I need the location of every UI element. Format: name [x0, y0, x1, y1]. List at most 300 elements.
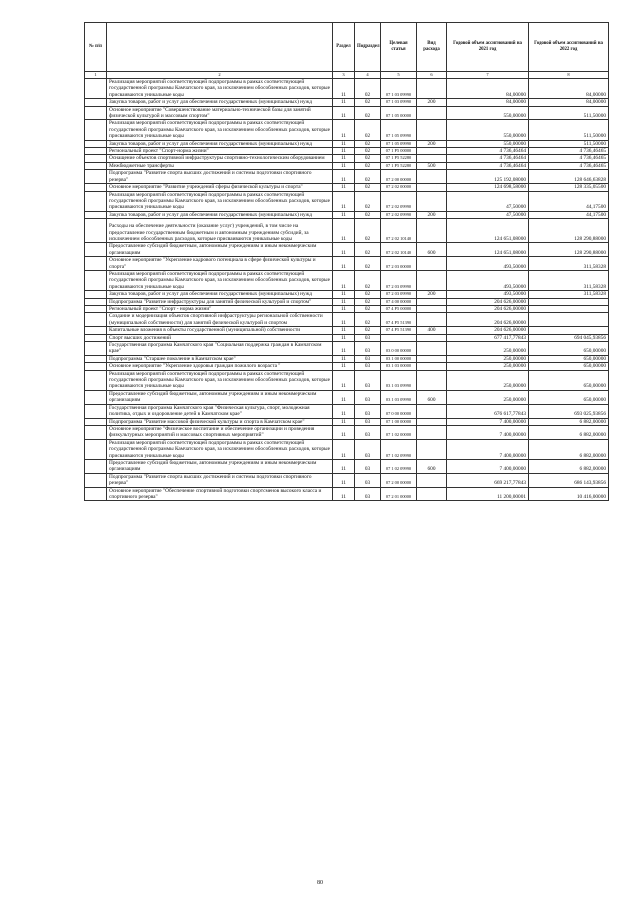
row-name: Оснащение объектов спортивной инфраструктуры спортивно-технологическим оборудованием: [107, 155, 333, 162]
row-name: Закупка товаров, работ и услуг для обеспечения государственных (муниципальных) нужд: [107, 99, 333, 106]
row-amount-2021: 550,00000: [447, 140, 529, 147]
row-exptype: [417, 155, 447, 162]
table-row: [85, 120, 609, 140]
row-name: Подпрограмма "Развитие спорта высших достижений и системы подготовки спортивного резерва": [107, 170, 333, 184]
row-amount-2021: 7 400,00000: [447, 439, 529, 459]
row-amount-2021: 676 617,77843: [447, 404, 529, 418]
row-num: [85, 459, 107, 473]
row-amount-2021: 125 192,08000: [447, 170, 529, 184]
row-section: 11: [333, 79, 355, 99]
row-amount-2022: 4 736,46465: [529, 148, 609, 155]
row-target-code: 07 2 02 10140: [381, 219, 417, 243]
row-amount-2022: 6 882,00000: [529, 418, 609, 425]
row-amount-2022: 650,00000: [529, 342, 609, 356]
row-amount-2022: 694 045,93856: [529, 334, 609, 341]
row-name: Расходы на обеспечение деятельности (оказание услуг) учреждений, в том числе на предоставление государственным бюджетным и автономным учреждениям субсидий, за исключением обособленных расходов, которые присваиваются уникальные коды: [107, 219, 333, 243]
row-target-code: 07 2 02 09990: [381, 211, 417, 218]
row-subsection: 02: [355, 298, 381, 305]
row-name: Реализация мероприятий соответствующей подпрограммы в рамках соответствующей государственной программы Камчатского края, за исключением обособленных расходов, которые присваиваются уникальные коды: [107, 270, 333, 290]
table-row: [85, 404, 609, 418]
row-amount-2021: 84,00000: [447, 99, 529, 106]
row-section: 11: [333, 459, 355, 473]
table-row: [85, 370, 609, 390]
row-num: [85, 79, 107, 99]
row-target-code: 07 2 03 09990: [381, 270, 417, 290]
table-row: [85, 99, 609, 106]
table-row: [85, 313, 609, 327]
row-amount-2021: 493,50000: [447, 270, 529, 290]
table-row: [85, 334, 609, 341]
row-amount-2022: 311,58328: [529, 257, 609, 271]
row-section: 11: [333, 291, 355, 298]
row-exptype: 600: [417, 243, 447, 257]
row-exptype: 400: [417, 327, 447, 334]
table-row: [85, 327, 609, 334]
row-exptype: [417, 363, 447, 370]
row-name: Реализация мероприятий соответствующей подпрограммы в рамках соответствующей государственной программы Камчатского края, за исключением обособленных расходов, которые присваиваются уникальные коды: [107, 439, 333, 459]
row-target-code: 07 1 P5 52280: [381, 155, 417, 162]
row-num: [85, 243, 107, 257]
row-exptype: [417, 313, 447, 327]
row-exptype: [417, 79, 447, 99]
row-amount-2021: 550,00000: [447, 120, 529, 140]
row-section: 11: [333, 313, 355, 327]
row-section: 11: [333, 120, 355, 140]
row-num: [85, 162, 107, 169]
row-subsection: 03: [355, 390, 381, 404]
row-target-code: 07 2 02 09990: [381, 191, 417, 211]
row-subsection: 02: [355, 191, 381, 211]
row-amount-2021: 250,00000: [447, 390, 529, 404]
row-amount-2021: 4 736,46464: [447, 155, 529, 162]
row-exptype: [417, 370, 447, 390]
row-amount-2022: [529, 306, 609, 313]
row-exptype: [417, 473, 447, 487]
row-section: 11: [333, 425, 355, 439]
table-row: [85, 291, 609, 298]
row-exptype: 200: [417, 99, 447, 106]
row-target-code: 07 1 02 00000: [381, 425, 417, 439]
row-section: 11: [333, 487, 355, 501]
row-section: 11: [333, 270, 355, 290]
row-exptype: 200: [417, 291, 447, 298]
row-num: [85, 425, 107, 439]
row-subsection: 02: [355, 120, 381, 140]
row-section: 11: [333, 170, 355, 184]
row-amount-2021: 250,00000: [447, 342, 529, 356]
row-num: [85, 473, 107, 487]
row-amount-2022: 511,50000: [529, 106, 609, 120]
row-exptype: [417, 306, 447, 313]
row-amount-2021: 493,50000: [447, 257, 529, 271]
row-amount-2022: 693 025,93856: [529, 404, 609, 418]
row-name: Реализация мероприятий соответствующей подпрограммы в рамках соответствующей государственной программы Камчатского края, за исключением обособленных расходов, которые присваиваются уникальные коды: [107, 370, 333, 390]
colnum: 3: [333, 72, 355, 79]
row-num: [85, 298, 107, 305]
table-row: [85, 355, 609, 362]
row-exptype: [417, 191, 447, 211]
table-row: [85, 363, 609, 370]
row-name: Спорт высших достижений: [107, 334, 333, 341]
row-exptype: [417, 148, 447, 155]
row-subsection: 02: [355, 291, 381, 298]
row-amount-2022: 4 736,46465: [529, 162, 609, 169]
row-name: Государственная программа Камчатского края "Социальная поддержка граждан в Камчатском крае": [107, 342, 333, 356]
row-subsection: 02: [355, 313, 381, 327]
row-target-code: [381, 334, 417, 341]
row-subsection: 02: [355, 270, 381, 290]
row-amount-2022: 10 416,00000: [529, 487, 609, 501]
row-amount-2021: 47,50000: [447, 211, 529, 218]
row-name: Основное мероприятие "Укрепление здоровья граждан пожилого возраста ": [107, 363, 333, 370]
row-name: Основное мероприятие "Развитие учреждений сферы физической культуры и спорта": [107, 184, 333, 191]
row-num: [85, 334, 107, 341]
row-subsection: 03: [355, 473, 381, 487]
row-section: 11: [333, 162, 355, 169]
row-num: [85, 140, 107, 147]
row-exptype: 600: [417, 390, 447, 404]
row-amount-2022: 650,00000: [529, 370, 609, 390]
row-section: 11: [333, 306, 355, 313]
row-subsection: 03: [355, 487, 381, 501]
row-target-code: 07 1 03 09990: [381, 99, 417, 106]
row-exptype: [417, 184, 447, 191]
row-exptype: [417, 170, 447, 184]
row-amount-2021: 493,50000: [447, 291, 529, 298]
row-num: [85, 363, 107, 370]
row-amount-2021: 4 736,46464: [447, 162, 529, 169]
row-amount-2022: 84,00000: [529, 99, 609, 106]
row-amount-2021: 124 651,08000: [447, 243, 529, 257]
colnum: 7: [447, 72, 529, 79]
row-name: Государственная программа Камчатского края "Физическая культура, спорт, молодежная политика, отдых и оздоровление детей в Камчатском крае": [107, 404, 333, 418]
row-amount-2021: 47,50000: [447, 191, 529, 211]
table-row: [85, 106, 609, 120]
row-section: 11: [333, 390, 355, 404]
row-amount-2021: 250,00000: [447, 363, 529, 370]
row-num: [85, 219, 107, 243]
row-amount-2021: 677 417,77843: [447, 334, 529, 341]
row-subsection: 03: [355, 404, 381, 418]
row-target-code: 07 4 P5 51390: [381, 313, 417, 327]
row-amount-2022: 128 290,88000: [529, 219, 609, 243]
row-section: 11: [333, 327, 355, 334]
row-amount-2022: [529, 298, 609, 305]
header-num: № п/п: [85, 23, 107, 72]
row-subsection: 02: [355, 106, 381, 120]
row-target-code: 07 1 P5 00000: [381, 148, 417, 155]
row-amount-2022: 6 882,00000: [529, 439, 609, 459]
row-name: Региональный проект "Спорт-норма жизни": [107, 148, 333, 155]
row-amount-2022: 686 143,93856: [529, 473, 609, 487]
row-subsection: 02: [355, 79, 381, 99]
row-num: [85, 355, 107, 362]
row-name: Региональный проект "Спорт - норма жизни": [107, 306, 333, 313]
row-num: [85, 418, 107, 425]
row-exptype: 200: [417, 140, 447, 147]
colnum: 6: [417, 72, 447, 79]
row-num: [85, 306, 107, 313]
row-amount-2022: [529, 313, 609, 327]
header-2021: Годовой объем ассигнований на 2021 год: [447, 23, 529, 72]
row-num: [85, 184, 107, 191]
table-row: [85, 487, 609, 501]
row-exptype: [417, 342, 447, 356]
row-exptype: [417, 270, 447, 290]
table-row: [85, 390, 609, 404]
row-amount-2021: 124 698,58000: [447, 184, 529, 191]
header-2022: Годовой объем ассигнований на 2022 год: [529, 23, 609, 72]
page-number: 80: [317, 880, 323, 886]
row-name: Закупка товаров, работ и услуг для обеспечения государственных (муниципальных) нужд: [107, 291, 333, 298]
row-num: [85, 148, 107, 155]
row-name: Основное мероприятие "Физическое воспитание и обеспечение организации и проведения физкультурных мероприятий и массовых спортивных мероприятий": [107, 425, 333, 439]
table-row: [85, 148, 609, 155]
row-target-code: 03 1 03 09990: [381, 370, 417, 390]
row-target-code: 07 1 05 00000: [381, 106, 417, 120]
row-name: Подпрограмма "Развитие инфраструктуры для занятий физической культурой и спортом": [107, 298, 333, 305]
row-num: [85, 291, 107, 298]
row-name: Основное мероприятие "Укрепление кадрового потенциала в сфере физической культуры и спорта": [107, 257, 333, 271]
table-row: [85, 342, 609, 356]
table-row: [85, 306, 609, 313]
table-row: [85, 459, 609, 473]
row-subsection: 03: [355, 370, 381, 390]
row-name: Капитальные вложения в объекты государственной (муниципальной) собственности: [107, 327, 333, 334]
row-exptype: [417, 298, 447, 305]
row-name: Основное мероприятие "Совершенствование материально-технической базы для занятий физической культурой и массовым спортом": [107, 106, 333, 120]
row-target-code: 07 4 P5 51390: [381, 327, 417, 334]
colnum: 2: [107, 72, 333, 79]
row-subsection: 02: [355, 184, 381, 191]
row-amount-2022: 650,00000: [529, 390, 609, 404]
row-num: [85, 342, 107, 356]
row-amount-2021: 84,00000: [447, 79, 529, 99]
row-target-code: 03 1 03 09990: [381, 390, 417, 404]
row-amount-2022: 6 882,00000: [529, 425, 609, 439]
row-subsection: 02: [355, 211, 381, 218]
colnum: 4: [355, 72, 381, 79]
row-section: 11: [333, 155, 355, 162]
row-subsection: 03: [355, 363, 381, 370]
row-num: [85, 390, 107, 404]
colnum: 1: [85, 72, 107, 79]
row-target-code: 07 1 02 09990: [381, 459, 417, 473]
row-amount-2021: 11 200,00001: [447, 487, 529, 501]
row-name: Реализация мероприятий соответствующей подпрограммы в рамках соответствующей государственной программы Камчатского края, за исключением обособленных расходов, которые присваиваются уникальные коды: [107, 191, 333, 211]
row-exptype: [417, 257, 447, 271]
row-amount-2022: 6 882,00000: [529, 459, 609, 473]
row-exptype: [417, 404, 447, 418]
row-section: 11: [333, 418, 355, 425]
row-section: 11: [333, 342, 355, 356]
row-section: 11: [333, 404, 355, 418]
row-target-code: 07 2 02 00000: [381, 184, 417, 191]
row-section: 11: [333, 219, 355, 243]
row-amount-2022: 311,58328: [529, 270, 609, 290]
row-target-code: 07 1 00 00000: [381, 418, 417, 425]
row-exptype: 500: [417, 162, 447, 169]
budget-table: [84, 22, 609, 501]
table-row: [85, 298, 609, 305]
row-name: Межбюджетные трансферты: [107, 162, 333, 169]
row-subsection: 02: [355, 99, 381, 106]
row-amount-2022: 311,58328: [529, 291, 609, 298]
row-subsection: 02: [355, 140, 381, 147]
row-subsection: 03: [355, 425, 381, 439]
table-row: [85, 473, 609, 487]
row-subsection: 03: [355, 342, 381, 356]
table-row: [85, 270, 609, 290]
row-subsection: 03: [355, 418, 381, 425]
table-row: [85, 155, 609, 162]
row-target-code: 07 2 02 10140: [381, 243, 417, 257]
row-section: 11: [333, 370, 355, 390]
row-amount-2022: 511,50000: [529, 140, 609, 147]
row-target-code: 03 1 00 00000: [381, 355, 417, 362]
row-amount-2021: 250,00000: [447, 355, 529, 362]
row-subsection: 02: [355, 243, 381, 257]
row-amount-2021: 7 400,00000: [447, 418, 529, 425]
row-name: Предоставление субсидий бюджетным, автономным учреждениям и иным некоммерческим организациям: [107, 390, 333, 404]
row-subsection: 03: [355, 355, 381, 362]
row-subsection: 02: [355, 148, 381, 155]
row-amount-2022: 128 335,05500: [529, 184, 609, 191]
row-target-code: 07 4 00 00000: [381, 298, 417, 305]
row-amount-2021: 7 400,00000: [447, 459, 529, 473]
table-row: [85, 257, 609, 271]
colnum: 5: [381, 72, 417, 79]
row-amount-2022: 128 290,88000: [529, 243, 609, 257]
row-amount-2022: 128 646,63828: [529, 170, 609, 184]
row-target-code: 07 1 03 09990: [381, 79, 417, 99]
table-row: [85, 418, 609, 425]
row-amount-2021: 4 736,46464: [447, 148, 529, 155]
row-exptype: [417, 418, 447, 425]
row-section: 11: [333, 184, 355, 191]
row-amount-2022: 4 736,46465: [529, 155, 609, 162]
row-amount-2022: 44,17500: [529, 191, 609, 211]
row-num: [85, 370, 107, 390]
row-target-code: 07 1 05 09990: [381, 120, 417, 140]
row-amount-2021: 7 400,00000: [447, 425, 529, 439]
row-amount-2022: 84,00000: [529, 79, 609, 99]
colnum: 8: [529, 72, 609, 79]
row-num: [85, 106, 107, 120]
row-subsection: 02: [355, 162, 381, 169]
row-amount-2021: 204 626,00000: [447, 306, 529, 313]
table-row: [85, 184, 609, 191]
row-amount-2022: 650,00000: [529, 363, 609, 370]
row-name: Закупка товаров, работ и услуг для обеспечения государственных (муниципальных) нужд: [107, 211, 333, 218]
row-exptype: [417, 355, 447, 362]
header-section: Раздел: [333, 23, 355, 72]
row-exptype: [417, 106, 447, 120]
row-num: [85, 170, 107, 184]
header-exptype: Вид расхода: [417, 23, 447, 72]
row-section: 11: [333, 211, 355, 218]
row-num: [85, 191, 107, 211]
row-amount-2021: 204 626,00000: [447, 298, 529, 305]
row-amount-2022: [529, 327, 609, 334]
table-row: [85, 191, 609, 211]
row-amount-2021: 204 626,00000: [447, 327, 529, 334]
row-target-code: 07 2 00 00000: [381, 473, 417, 487]
row-section: 11: [333, 355, 355, 362]
row-num: [85, 487, 107, 501]
row-exptype: [417, 439, 447, 459]
row-section: 11: [333, 140, 355, 147]
row-target-code: 07 1 P5 52280: [381, 162, 417, 169]
row-subsection: 03: [355, 334, 381, 341]
row-exptype: [417, 487, 447, 501]
row-name: Подпрограмма "Старшее поколение в Камчатском крае": [107, 355, 333, 362]
row-name: Основное мероприятие "Обеспечение спортивной подготовки спортсменов высокого класса и спортивного резерва": [107, 487, 333, 501]
column-numbers-row: [85, 72, 609, 79]
row-num: [85, 327, 107, 334]
row-section: 11: [333, 334, 355, 341]
row-num: [85, 270, 107, 290]
table-row: [85, 211, 609, 218]
row-target-code: 07 1 05 09990: [381, 140, 417, 147]
header-subsection: Подраздел: [355, 23, 381, 72]
row-subsection: 02: [355, 327, 381, 334]
row-num: [85, 155, 107, 162]
row-amount-2021: 124 651,08000: [447, 219, 529, 243]
row-subsection: 02: [355, 219, 381, 243]
table-row: [85, 140, 609, 147]
row-exptype: [417, 425, 447, 439]
row-subsection: 02: [355, 170, 381, 184]
row-name: Подпрограмма "Развитие спорта высших достижений и системы подготовки спортивного резерва": [107, 473, 333, 487]
row-target-code: 03 0 00 00000: [381, 342, 417, 356]
row-num: [85, 439, 107, 459]
row-amount-2022: 44,17500: [529, 211, 609, 218]
row-name: Подпрограмма "Развитие массовой физической культуры и спорта в Камчатском крае": [107, 418, 333, 425]
row-target-code: 07 0 00 00000: [381, 404, 417, 418]
row-num: [85, 313, 107, 327]
row-num: [85, 404, 107, 418]
row-subsection: 03: [355, 459, 381, 473]
row-num: [85, 211, 107, 218]
row-section: 11: [333, 298, 355, 305]
row-exptype: 600: [417, 459, 447, 473]
row-name: Предоставление субсидий бюджетным, автономным учреждениям и иным некоммерческим организациям: [107, 459, 333, 473]
row-exptype: 200: [417, 211, 447, 218]
row-section: 11: [333, 99, 355, 106]
table-row: [85, 79, 609, 99]
row-num: [85, 257, 107, 271]
row-amount-2021: 204 626,00000: [447, 313, 529, 327]
table-header-row: [85, 23, 609, 72]
header-name: [107, 23, 333, 72]
table-row: [85, 439, 609, 459]
table-row: [85, 219, 609, 243]
row-amount-2022: 650,00000: [529, 355, 609, 362]
row-name: Создание и модернизация объектов спортивной инфраструктуры региональной собственности (муниципальной собственности) для занятий физической культурой и спортом: [107, 313, 333, 327]
table-row: [85, 243, 609, 257]
row-num: [85, 120, 107, 140]
table-row: [85, 425, 609, 439]
row-exptype: [417, 219, 447, 243]
row-subsection: 02: [355, 257, 381, 271]
header-target: Целевая статья: [381, 23, 417, 72]
row-exptype: [417, 120, 447, 140]
row-target-code: 07 2 03 00000: [381, 257, 417, 271]
row-section: 11: [333, 106, 355, 120]
table-row: [85, 162, 609, 169]
row-target-code: 07 2 01 00000: [381, 487, 417, 501]
